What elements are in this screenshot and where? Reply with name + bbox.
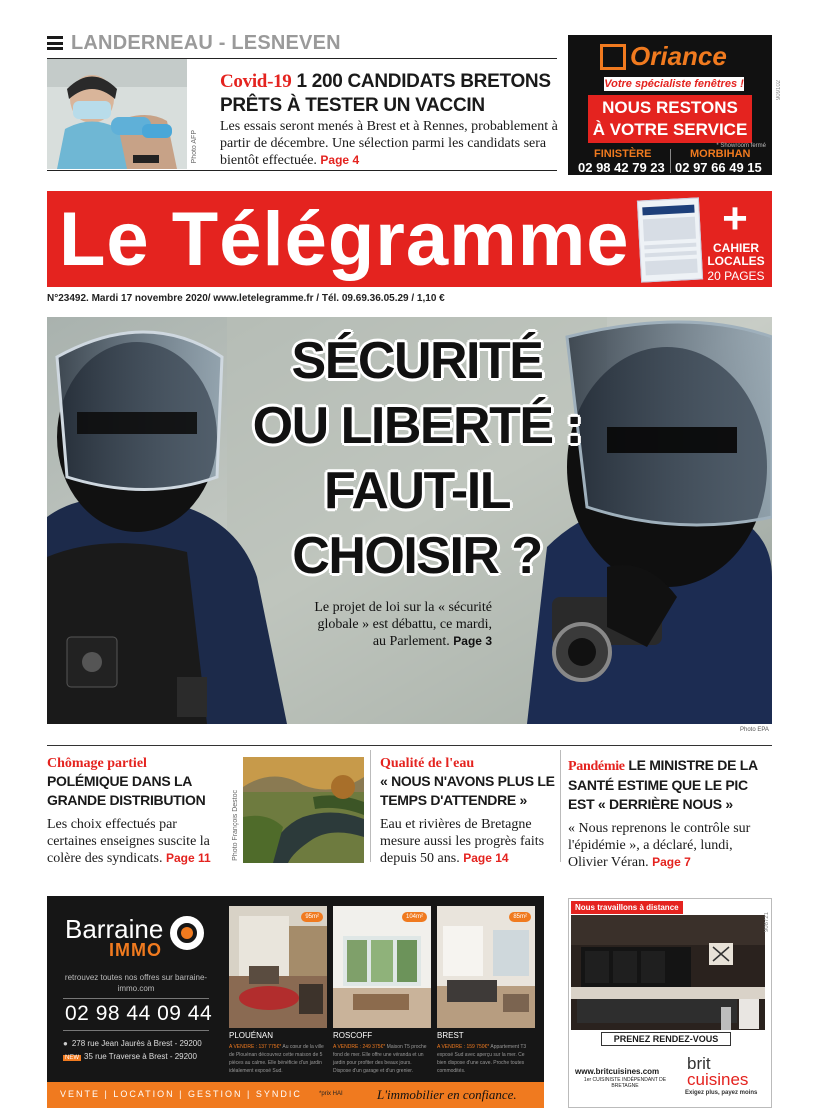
plus-icon: + [722, 194, 748, 243]
chomage-body-text: Les choix effectués par certaines enseignes suscite la colère des syndicats. [47, 817, 210, 866]
eau-body [380, 816, 556, 867]
eau-page-ref[interactable]: Page 14 [463, 851, 509, 865]
pandemie-page-ref[interactable]: Page 7 [652, 855, 691, 869]
hero-line3: FAUT-IL [324, 462, 510, 520]
barraine-slogan: L'immobilier en confiance. [377, 1087, 517, 1102]
chomage-page-ref[interactable]: Page 11 [165, 851, 211, 865]
hero-headline [222, 329, 612, 589]
oriance-service-line1: NOUS RESTONS [602, 98, 738, 117]
oriance-ref: 909102 [776, 80, 782, 101]
barraine-phone[interactable]: 02 98 44 09 44 [65, 1002, 213, 1025]
hero-line4: CHOISIR ? [292, 527, 542, 585]
pandemie-headline-text: LE MINISTRE DE LA SANTÉ ESTIME QUE LE PIC EST « DERRIÈRE NOUS » [568, 757, 758, 812]
pandemie-body-text: « Nous reprenons le contrôle sur l'épidémie », a déclaré, lundi, Olivier Véran. [568, 821, 751, 870]
covid-headline-line2: PRÊTS À TESTER UN VACCIN [220, 95, 485, 116]
oriance-ad[interactable] [568, 35, 772, 175]
cahier-line1: CAHIER [712, 241, 759, 255]
brit-logo [683, 1054, 765, 1098]
covid-headline[interactable] [220, 70, 560, 118]
eau-headline: « NOUS N'AVONS PLUS LE TEMPS D'ATTENDRE » [380, 773, 555, 808]
brit-url[interactable]: www.britcuisines.com [575, 1067, 660, 1076]
vaccine-photo [47, 59, 187, 169]
barraine-logo: Barraine [65, 914, 164, 944]
issue-line: N°23492. Mardi 17 novembre 2020/ www.letelegramme.fr / Tél. 09.69.36.05.29 / 1,10 € [47, 293, 445, 304]
cahier-line2: LOCALES [707, 254, 765, 268]
oriance-dept1: FINISTÈRE [594, 148, 652, 160]
chomage-kicker: Chômage partiel [47, 756, 147, 771]
covid-body [220, 118, 560, 169]
listing-area-1: 95m² [301, 912, 323, 922]
hero-page-ref[interactable]: Page 3 [453, 634, 492, 648]
covid-page-ref[interactable]: Page 4 [320, 153, 360, 167]
brit-logo-brit: brit [687, 1054, 711, 1073]
listing-desc-2 [333, 1043, 431, 1075]
listing-city-3: BREST [437, 1031, 464, 1040]
brit-slogan: Exigez plus, payez moins [685, 1090, 758, 1096]
eau-kicker: Qualité de l'eau [380, 756, 475, 771]
listing-city-1: PLOUÉNAN [229, 1031, 274, 1040]
covid-kicker: Covid-19 [220, 71, 292, 92]
barraine-rule-bottom [63, 1030, 209, 1031]
teaser-rule [47, 170, 557, 171]
eau-body-text: Eau et rivières de Bretagne mesure aussi les progrès faits depuis 50 ans. [380, 817, 545, 866]
brit-top-label: Nous travaillons à distance [571, 901, 683, 914]
oriance-phone2: 02 97 66 49 15 [675, 160, 762, 175]
oriance-phone1: 02 98 42 79 23 [578, 160, 665, 175]
listing-price-2: A VENDRE : 249 375€* [333, 1044, 386, 1050]
hero-story[interactable] [47, 317, 772, 724]
listing-price-1: A VENDRE : 137 775€* [229, 1044, 282, 1050]
oriance-divider [670, 149, 671, 173]
barraine-retrouvez: retrouvez toutes nos offres sur barraine-immo.com [64, 973, 208, 993]
barraine-footer-bar [47, 1082, 544, 1108]
cahier-pages: 20 PAGES [707, 269, 765, 283]
covid-photo-credit: Photo AFP [191, 130, 198, 164]
barraine-prix-note: *prix HAI [319, 1091, 343, 1097]
columns-rule [47, 745, 772, 746]
listing-desc-text-2: Maison T5 proche fond de mer. Elle offre une véranda et un jardin pour profiter des beaux jours. Dispose d'un garage et d'un grenier. [333, 1044, 427, 1074]
story-pandemie[interactable] [568, 756, 774, 871]
oriance-note: * Showroom fermé [716, 143, 766, 149]
listing-desc-text-1: Au cœur de la ville de Plouénan découvrez cette maison de 5 pièces au calme. Elle bénéficie d'un jardin idéalement exposé Sud. [229, 1044, 324, 1074]
listing-photo-brest[interactable] [437, 906, 535, 1028]
oriance-service-line2: À VOTRE SERVICE [592, 120, 748, 139]
chomage-body [47, 816, 229, 867]
hero-caption-text: Le projet de loi sur la « sécurité globale » est débattu, ce mardi, au Parlement. [314, 600, 492, 649]
column-divider-2 [560, 750, 561, 862]
oriance-brand: Oriance [630, 41, 727, 71]
covid-headline-line1: 1 200 CANDIDATS BRETONS [296, 71, 551, 92]
listing-desc-3 [437, 1043, 535, 1075]
location-pin-icon: ● [63, 1039, 68, 1048]
listing-photo-plouenan[interactable] [229, 906, 327, 1028]
edition-label: LANDERNEAU - LESNEVEN [71, 31, 341, 54]
barraine-addr1-text: 278 rue Jean Jaurès à Brest - 29200 [71, 1039, 202, 1048]
listing-photo-roscoff[interactable] [333, 906, 431, 1028]
cahier-label [703, 242, 769, 268]
barraine-services: VENTE | LOCATION | GESTION | SYNDIC [60, 1089, 302, 1099]
kitchen-photo [571, 915, 765, 1030]
listing-desc-text-3: Appartement T3 exposé Sud avec aperçu sur la mer. Ce bien dispose d'une cave. Proche toutes commodités. [437, 1044, 527, 1074]
pandemie-body [568, 820, 774, 871]
brit-rdv-button[interactable]: PRENEZ RENDEZ-VOUS [601, 1032, 731, 1046]
story-chomage[interactable] [47, 756, 229, 867]
listing-city-2: ROSCOFF [333, 1031, 373, 1040]
listing-price-3: A VENDRE : 159 750€* [437, 1044, 490, 1050]
barraine-address-1 [63, 1039, 202, 1048]
brit-independent: 1er CUISINISTE INDÉPENDANT DE BRETAGNE [583, 1077, 667, 1089]
river-photo-credit: Photo François Destoc [232, 790, 239, 861]
hero-line1: SÉCURITÉ [291, 332, 543, 390]
river-photo [243, 757, 364, 863]
chomage-headline: POLÉMIQUE DANS LA GRANDE DISTRIBUTION [47, 773, 206, 808]
barraine-logo-immo: IMMO [109, 940, 162, 960]
menu-icon[interactable] [47, 36, 63, 50]
oriance-dept2: MORBIHAN [690, 148, 751, 160]
new-badge: NEW [65, 1055, 79, 1061]
oriance-tagline: Votre spécialiste fenêtres ! [604, 78, 744, 90]
covid-body-text: Les essais seront menés à Brest et à Rennes, probablement à partir de décembre. Une sélection parmi les candidats sera bientôt effectuée. [220, 119, 558, 168]
hero-photo-credit: Photo EPA [740, 727, 769, 733]
listing-area-3: 85m² [509, 912, 531, 922]
newspaper-icon [637, 197, 703, 282]
brit-cuisines-ad[interactable] [568, 898, 772, 1108]
barraine-ad[interactable] [47, 896, 544, 1108]
listing-desc-1 [229, 1043, 327, 1075]
story-eau[interactable] [380, 756, 556, 867]
masthead[interactable] [47, 191, 772, 287]
brit-logo-cuisines: cuisines [687, 1070, 749, 1089]
brit-ref: 908721 [764, 912, 770, 933]
pandemie-headline [568, 756, 774, 814]
hero-caption [302, 599, 492, 650]
barraine-dot-icon [181, 927, 193, 939]
barraine-rule-top [63, 998, 209, 999]
masthead-title: Le Télégramme [59, 197, 630, 282]
hero-line2: OU LIBERTÉ : [252, 397, 582, 455]
edition-header [47, 30, 341, 56]
barraine-address-2 [63, 1052, 197, 1061]
column-divider-1 [370, 750, 371, 862]
pandemie-kicker: Pandémie [568, 759, 625, 774]
listing-area-2: 104m² [402, 912, 427, 922]
barraine-addr2-text: 35 rue Traverse à Brest - 29200 [84, 1052, 197, 1061]
oriance-logo-icon [600, 44, 626, 70]
oriance-service [588, 95, 752, 143]
